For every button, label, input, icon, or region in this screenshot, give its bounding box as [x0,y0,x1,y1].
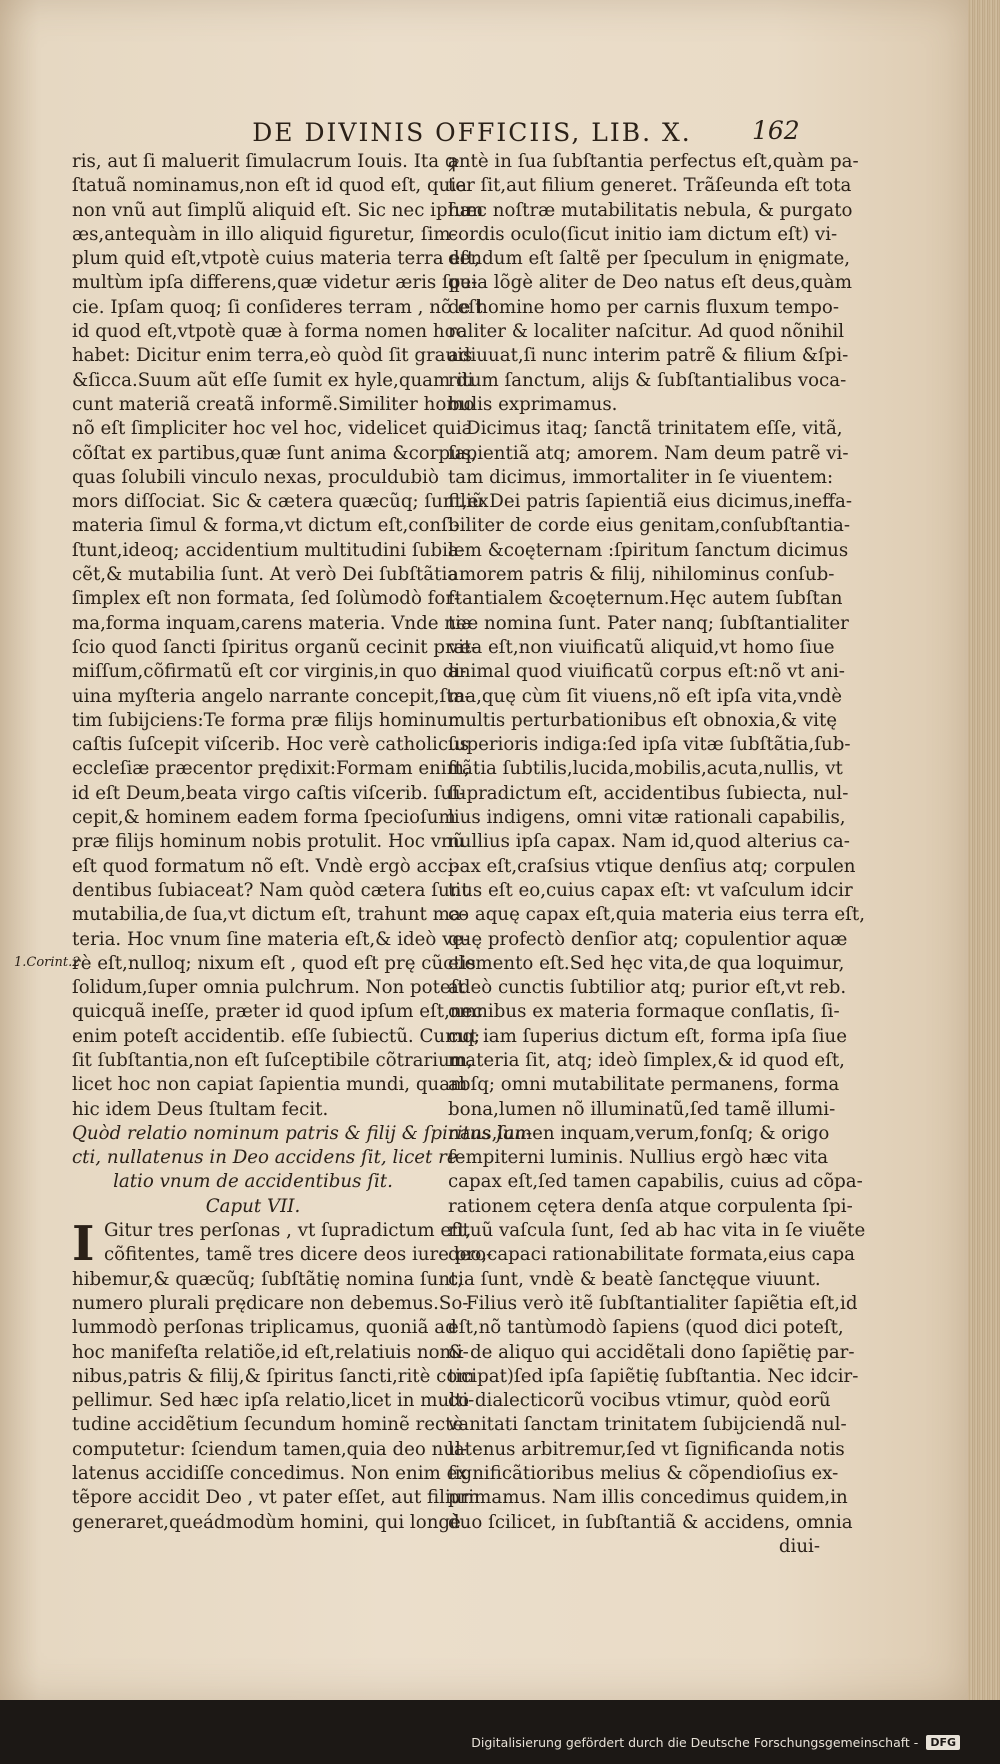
text-line: Dicimus itaq; ſanctã trinitatem eſſe, vitã, [466,418,843,440]
text-line: hæc noſtræ mutabilitatis nebula, & purgato [448,199,853,221]
chapter-heading-line: cti, nullatenus in Deo accidens ſit, licet re- [72,1147,464,1169]
page-number: 162 [752,116,800,145]
text-line: non vnũ aut ſimplũ aliquid eſt. Sic nec ipſum [72,199,484,221]
digitization-credit [471,1735,960,1750]
text-line: præ filijs hominum nobis protulit. Hoc vnũ [72,831,465,853]
drop-cap: I [72,1216,95,1273]
text-line: cõſtat ex partibus,quæ ſunt anima &corpus, [72,442,477,464]
text-line: mutabilia,de ſua,vt dictum eſt, trahunt ma- [72,904,467,926]
text-line: ſuperioris indiga:ſed ipſa vitæ ſubſtãtia,ſub- [448,734,851,756]
text-line: cepit,& hominem eadem forma ſpecioſum [72,807,456,829]
text-line: mors diſſociat. Sic & cætera quæcũq; ſunt,ex [72,491,489,513]
text-line: rè eſt,nulloq; nixum eſt , quod eſt prę cũctis [72,952,476,974]
text-line: bulis exprimamus. [448,393,618,415]
text-line: vita eſt,non viuificatũ aliquid,vt homo ſiue [448,636,835,658]
text-line: ter ſit,aut filium generet. Trãſeunda eſt tota [448,175,852,197]
text-line: enim poteſt accidentib. eſſe ſubiectũ. Cumq; [72,1025,481,1047]
text-line: tiæ nomina ſunt. Pater nanq; ſubſtantialiter [448,612,849,634]
text-line: ritum ſanctum, alijs & ſubſtantialibus voca- [448,369,847,391]
text-line: ſempiterni luminis. Nullius ergò hæc vita [448,1147,829,1169]
text-line: ſolidum,ſuper omnia pulchrum. Non poteſt [72,977,465,999]
text-line: eccleſiæ præcentor prędixit:Formam enim, [72,758,470,780]
text-line: tius eſt eo,cuius capax eſt: vt vaſculum idcir [448,879,853,901]
text-line: & de aliquo qui accidẽtali dono ſapiẽtię par- [448,1341,855,1363]
text-line: ſtatuã nominamus,non eſt id quod eſt, quia [72,175,467,197]
text-line: ſimplex eſt non formata, ſed ſolùmodò for- [72,588,461,610]
text-line: nans,lumen inquam,verum,fonſq; & origo [448,1122,830,1144]
text-line: id eſt Deum,beata virgo caſtis viſcerib. ſuſ- [72,782,466,804]
text-line: ris, aut ſi maluerit ſimulacrum Iouis. Ita ꝙ [72,151,459,172]
left-column [72,150,532,1535]
text-line: materia ſit, atq; ideò ſimplex,& id quod eſt, [448,1049,845,1071]
text-line: pellimur. Sed hæc ipſa relatio,licet in multi- [72,1390,475,1412]
chapter-label: Caput VII. [205,1195,301,1217]
text-line: teria. Hoc vnum ſine materia eſt,& ideò ve- [72,928,470,950]
text-line: amorem patris & filij, nihilominus conſub- [448,564,835,586]
text-line: hibemur,& quæcũq; ſubſtãtię nomina ſunt, [72,1268,464,1290]
text-line: Filius verò itẽ ſubſtantialiter ſapiẽtia eſt,id [466,1292,858,1314]
page-edge [968,0,1000,1700]
text-line: eſt quod formatum nõ eſt. Vndè ergò acci- [72,855,460,877]
text-line: generaret,queádmodùm homini, qui longè [72,1511,461,1533]
text-line: co dialecticorũ vocibus vtimur, quòd eorũ [448,1390,831,1412]
text-line: de homine homo per carnis fluxum tempo- [448,296,839,318]
text-line: materia ſimul & forma,vt dictum eſt,conſi- [72,515,460,537]
text-line: adiuuat,ſi nunc interim patrẽ & filium &ſpi- [448,345,849,367]
text-line: hoc manifeſta relatiõe,id eſt,relatiuis nomi- [72,1341,469,1363]
text-line: cõfitentes, tamẽ tres dicere deos iure pro- [104,1244,493,1266]
text-line: cunt materiã creatã informẽ.Similiter homo [72,393,475,415]
text-line: tudine accidẽtium ſecundum hominẽ rectè [72,1414,464,1436]
text-line: uina myſteria angelo narrante concepit,ſta- [72,685,471,707]
text-line: licet hoc non capiat ſapientia mundi, quam [72,1074,468,1096]
text-line: ſignificãtioribus melius & cõpendioſius ex- [448,1463,839,1485]
dfg-logo: DFG [926,1735,960,1750]
text-line: cie. Ipſam quoq; ſi conſideres terram , nõ eſt [72,296,483,318]
text-line: nõ eſt ſimpliciter hoc vel hoc, videlicet quia [72,418,473,440]
text-line: duo ſcilicet, in ſubſtantiã & accidens, omnia [448,1511,853,1533]
text-line: nullius ipſa capax. Nam id,quod alterius ca- [448,831,850,853]
text-line: miſſum,cõfirmatũ eſt cor virginis,in quo di- [72,661,467,683]
text-line: cut iam ſuperius dictum eſt, forma ipſa ſiue [448,1025,848,1047]
text-line: quę profectò denſior atq; copulentior aquæ [448,928,848,950]
text-line: plum quid eſt,vtpotè cuius materia terra eſt, [72,248,480,270]
text-line: dendum eſt ſaltẽ per ſpeculum in ęnigmate, [448,248,850,270]
text-line: vanitati ſanctam trinitatem ſubijciendã nul- [448,1414,847,1436]
text-line: computetur: ſciendum tamen,quia deo nul- [72,1438,468,1460]
text-line: habet: Dicitur enim terra,eò quòd ſit grauis [72,345,473,367]
text-line: ſapientiã atq; amorem. Nam deum patrẽ vi- [448,442,849,464]
text-line: numero plurali prędicare non debemus.So- [72,1292,469,1314]
text-line: hic idem Deus ſtultam fecit. [72,1098,329,1120]
catchword: diui- [778,1535,820,1557]
text-line: caſtis ſuſcepit viſcerib. Hoc verè catholicus [72,734,470,756]
text-line: bona,lumen nõ illuminatũ,ſed tamẽ illumi- [448,1098,836,1120]
chapter-heading-line: Quòd relatio nominum patris & filij & ſpiritus ſan- [72,1122,532,1144]
text-line: latenus accidiſſe concedimus. Non enim ex [72,1463,468,1485]
right-column [448,150,866,1559]
text-line: cordis oculo(ſicut initio iam dictum eſt) vi- [448,223,838,245]
text-line: id quod eſt,vtpotè quæ à forma nomen hoc [72,321,466,343]
text-line: animal quod viuificatũ corpus eſt:nõ vt ani- [448,661,845,683]
text-line: ſit ſubſtantia,non eſt ſuſceptibile cõtrarium, [72,1049,473,1071]
text-line: tam dicimus, immortaliter in ſe viuentem: [448,466,834,488]
text-line: omnibus ex materia formaque conſlatis, ſi- [448,1001,840,1023]
text-line: ſupradictum eſt, accidentibus ſubiecta, nul- [448,782,849,804]
text-line: quas ſolubili vinculo nexas, proculdubiò [72,466,439,488]
text-line: ſcio quod ſancti ſpiritus organũ cecinit præ- [72,636,477,658]
text-line: primamus. Nam illis concedimus quidem,in [448,1487,848,1509]
text-line: deo,capaci rationabilitate formata,eius capa [448,1244,856,1266]
text-line: adeò cunctis ſubtilior atq; purior eſt,vt reb. [448,977,847,999]
text-line: capax eſt,ſed tamen capabilis, cuius ad cõpa- [448,1171,863,1193]
text-line: tẽpore accidit Deo , vt pater eſſet, aut filium [72,1487,480,1509]
margin-note: 1.Corint.2. [14,954,85,970]
text-line: &ſicca.Suum aũt eſſe ſumit ex hyle,quam di [72,369,474,391]
running-head: DE DIVINIS OFFICIIS, LIB. X. [252,118,692,147]
chapter-heading-line: latio vnum de accidentibus ſit. [113,1171,393,1193]
text-line: ſtantialem &coęternum.Hęc autem ſubſtan [448,588,843,610]
text-line: quicquã ineſſe, præter id quod ipſum eſt,nec [72,1001,483,1023]
text-line: rationem cętera denſa atque corpulenta ſpi- [448,1195,853,1217]
text-line: tim ſubijciens:Te forma præ filijs hominum [72,709,466,731]
text-line: lius indigens, omni vitæ rationali capabilis, [448,807,846,829]
text-line: ſtunt,ideoq; accidentium multitudini ſubia- [72,539,465,561]
text-line: lummodò perſonas triplicamus, quoniã ad [72,1317,457,1339]
text-line: ma,quę cùm ſit viuens,nõ eſt ipſa vita,vndè [448,685,842,707]
text-line: co aquę capax eſt,quia materia eius terra eſt, [448,904,865,926]
text-line: multis perturbationibus eſt obnoxia,& vitę [448,709,838,731]
text-line: multùm ipſa differens,quæ videtur æris ſpe- [72,272,478,294]
text-line: cia ſunt, vndè & beatè ſanctęque viuunt. [448,1268,821,1290]
text-line: pax eſt,craſsius vtique denſius atq; corpulen [448,855,856,877]
text-line: cẽt,& mutabilia ſunt. At verò Dei ſubſtãtia [72,564,459,586]
text-line: lem &coęternam :ſpiritum ſanctum dicimus [448,539,849,561]
text-line: æs,antequàm in illo aliquid figuretur, ſim- [72,223,457,245]
text-line: elemento eſt.Sed hęc vita,de qua loquimur, [448,952,845,974]
text-line: abſq; omni mutabilitate permanens, forma [448,1074,840,1096]
text-line: nibus,patris & filij,& ſpiritus ſancti,ritè com [72,1365,475,1387]
text-line: ticipat)ſed ipſa ſapiẽtię ſubſtantia. Nec idcir- [448,1365,859,1387]
text-line: ma,forma inquam,carens materia. Vnde ne- [72,612,473,634]
text-line: latenus arbitremur,ſed vt ſignificanda notis [448,1438,845,1460]
text-line: biliter de corde eius genitam,conſubſtantia- [448,515,851,537]
text-line: ſtãtia ſubtilis,lucida,mobilis,acuta,nullis, vt [448,758,843,780]
text-line: filiũ Dei patris ſapientiã eius dicimus,ineffa- [448,491,853,513]
text-line: dentibus ſubiaceat? Nam quòd cætera ſunt [72,879,469,901]
credit-text: Digitalisierung gefördert durch die Deutsche Forschungsgemeinschaft - [471,1735,919,1750]
scan-footer-bar [0,1700,1000,1764]
text-line: antè in ſua ſubſtantia perfectus eſt,quàm pa- [448,151,859,172]
text-line: raliter & localiter naſcitur. Ad quod nõnihil [448,321,845,343]
text-line: rituũ vaſcula ſunt, ſed ab hac vita in ſe viuẽte [448,1220,866,1242]
text-line: eſt,nõ tantùmodò ſapiens (quod dici poteſt, [448,1317,844,1339]
text-line: Gitur tres perſonas , vt ſupradictum eſt, [104,1220,472,1242]
text-line: quia lõgè aliter de Deo natus eſt deus,quàm [448,272,852,294]
